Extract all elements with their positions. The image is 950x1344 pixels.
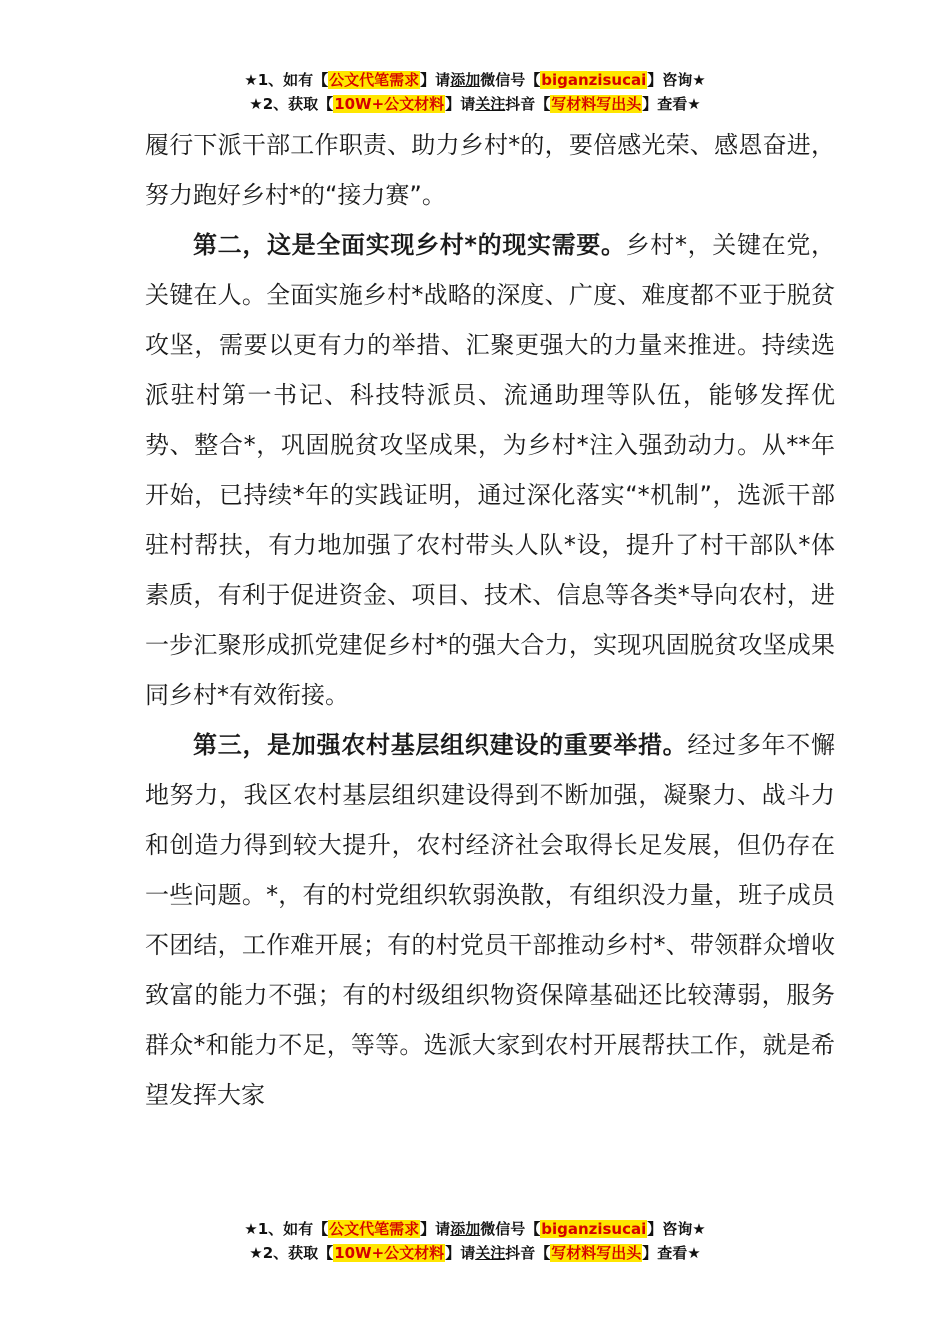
banner-text: 抖音【 (505, 95, 551, 113)
footer-line-2 (0, 1241, 950, 1265)
footer-line-1 (0, 1217, 950, 1241)
footer-banner (0, 1217, 950, 1265)
banner-highlight: 写材料写出头 (551, 1244, 642, 1262)
paragraph-third (145, 720, 835, 1120)
banner-text: 】请 (445, 1244, 476, 1262)
banner-underline: 关注 (475, 1244, 506, 1262)
document-body (145, 120, 835, 1120)
banner-text: 】查看★ (642, 1244, 701, 1262)
banner-underline: 关注 (475, 95, 506, 113)
banner-highlight: 写材料写出头 (551, 95, 642, 113)
banner-text: 抖音【 (505, 1244, 551, 1262)
banner-highlight: 10W+公文材料 (334, 95, 445, 113)
header-line-2 (0, 92, 950, 116)
banner-text: ★1、如有【 (244, 71, 329, 89)
banner-text: ★2、获取【 (249, 95, 334, 113)
banner-highlight: 公文代笔需求 (329, 1220, 420, 1238)
banner-text: 】咨询★ (647, 1220, 706, 1238)
banner-highlight: biganzisucai (541, 1220, 647, 1238)
paragraph-continued: 履行下派干部工作职责、助力乡村*的，要倍感光荣、感恩奋进，努力跑好乡村*的“接力赛”。 (145, 131, 835, 209)
banner-highlight: 公文代笔需求 (329, 71, 420, 89)
paragraph-heading: 第二，这是全面实现乡村*的现实需要。 (193, 231, 626, 259)
banner-text: 】查看★ (642, 95, 701, 113)
banner-underline: 添加 (450, 71, 481, 89)
banner-underline: 添加 (450, 1220, 481, 1238)
banner-text: 微信号【 (480, 71, 541, 89)
paragraph-heading: 第三，是加强农村基层组织建设的重要举措。 (193, 731, 688, 759)
header-banner (0, 68, 950, 116)
header-line-1 (0, 68, 950, 92)
banner-highlight: biganzisucai (541, 71, 647, 89)
banner-text: 】请 (445, 95, 476, 113)
banner-text: 微信号【 (480, 1220, 541, 1238)
banner-highlight: 10W+公文材料 (334, 1244, 445, 1262)
banner-text: 】请 (420, 71, 451, 89)
banner-text: ★2、获取【 (249, 1244, 334, 1262)
banner-text: 】咨询★ (647, 71, 706, 89)
paragraph-second (145, 220, 835, 720)
paragraph-text: 乡村*，关键在党，关键在人。全面实施乡村*战略的深度、广度、难度都不亚于脱贫攻坚，需要以更有力的举措、汇聚更强大的力量来推进。持续选派驻村第一书记、科技特派员、流通助理等队伍，能够发挥优势、整合*，巩固脱贫攻坚成果，为乡村*注入强劲动力。从**年开始，已持续*年的实践证明，通过深化落实“*机制”，选派干部驻村帮扶，有力地加强了农村带头人队*设，提升了村干部队*体素质，有利于促进资金、项目、技术、信息等各类*导向农村，进一步汇聚形成抓党建促乡村*的强大合力，实现巩固脱贫攻坚成果同乡村*有效衔接。 (145, 231, 835, 709)
banner-text: ★1、如有【 (244, 1220, 329, 1238)
paragraph-text: 经过多年不懈地努力，我区农村基层组织建设得到不断加强，凝聚力、战斗力和创造力得到较大提升，农村经济社会取得长足发展，但仍存在一些问题。*，有的村党组织软弱涣散，有组织没力量，班子成员不团结，工作难开展；有的村党员干部推动乡村*、带领群众增收致富的能力不强；有的村级组织物资保障基础还比较薄弱，服务群众*和能力不足，等等。选派大家到农村开展帮扶工作，就是希望发挥大家 (145, 731, 836, 1109)
banner-text: 】请 (420, 1220, 451, 1238)
